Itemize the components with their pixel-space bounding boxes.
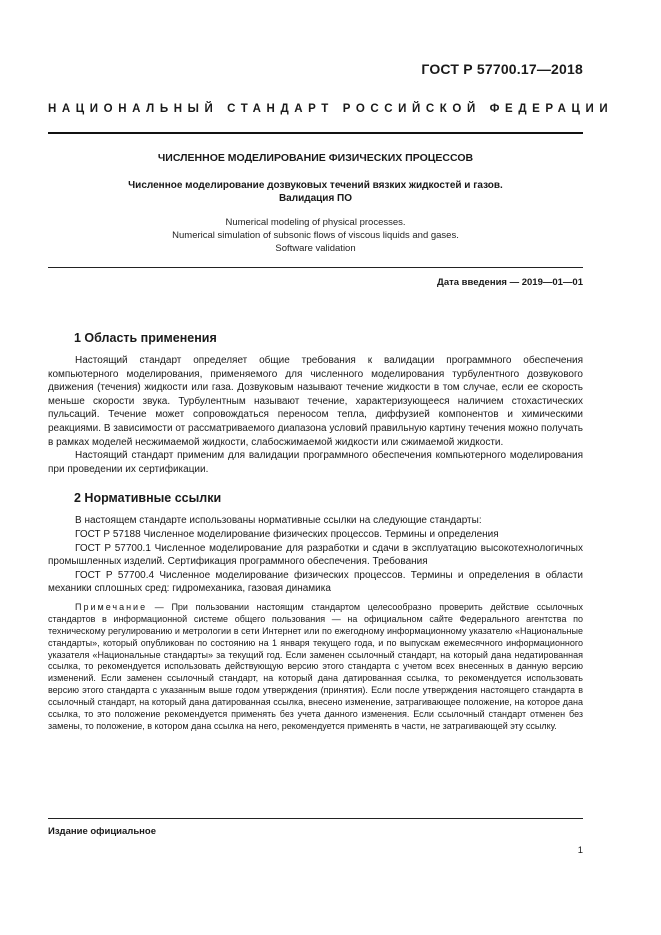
reference-item: ГОСТ Р 57700.1 Численное моделирование для разработки и сдачи в эксплуатацию высокотехнологичных промышленных изделий. Сертификация программного обеспечения. Требования <box>48 542 583 568</box>
section-1-paragraph-1: Настоящий стандарт определяет общие требования к валидации программного обеспечения компьютерного моделирования, применяемого для численного моделирования турбулентного дозвукового движения (течения) жидкости или газа. Дозвуковым называют течение жидкости в том случае, если ее скорость меньше скорости звука. Турбулентным называют течение, характеризующееся наличием стохастических пульсаций. Течение может сопровождаться переносом тепла, диффузией компонентов и химическими реакциями. В зависимости от рассматриваемого диапазона условий правильную картину течения можно получать в рамках моделей несжимаемой жидкости, слабосжимаемой жидкости или сжимаемой жидкости. <box>48 355 583 448</box>
standard-subtitle <box>48 179 583 205</box>
english-title-line-3: Software validation <box>275 243 356 254</box>
footer-divider <box>48 818 583 819</box>
english-title-line-1: Numerical modeling of physical processes. <box>225 217 406 228</box>
note-label: Примечание <box>75 601 148 612</box>
section-2-intro: В настоящем стандарте использованы нормативные ссылки на следующие стандарты: <box>75 515 482 527</box>
english-title <box>48 216 583 255</box>
document-number: ГОСТ Р 57700.17—2018 <box>421 61 583 77</box>
subtitle-line-1: Численное моделирование дозвуковых течений вязких жидкостей и газов. <box>128 180 503 191</box>
subtitle-line-2: Валидация ПО <box>278 193 353 204</box>
introduction-date: Дата введения — 2019—01—01 <box>437 277 583 288</box>
header-divider <box>48 132 583 134</box>
document-body <box>48 330 583 733</box>
note-text: — При пользовании настоящим стандартом целесообразно проверить действие ссылочных стандартов в информационной системе общего пользования — на официальном сайте Федерального агентства по техническому регулированию и метрологии в сети Интернет или по ежегодному информационному указателю «Национальные стандарты», который опубликован по состоянию на 1 января текущего года, и по выпускам ежемесячного информационного указателя «Национальные стандарты» за текущий год. Если заменен ссылочный стандарт, на который дана недатированная ссылка, то рекомендуется использовать действующую версию этого стандарта с учетом всех внесенных в данную версию изменений. Если заменен ссылочный стандарт, на который дана датированная ссылка, то рекомендуется использовать версию этого стандарта с указанным выше годом утверждения (принятия). Если после утверждения настоящего стандарта в ссылочный стандарт, на который дана датированная ссылка, внесено изменение, затрагивающее положение, на которое дана ссылка, то это положение рекомендуется применять без учета данного изменения. Если ссылочный стандарт отменен без замены, то положение, в котором дана ссылка на него, рекомендуется применять в части, не затрагивающей эту ссылку. <box>48 601 583 731</box>
reference-item: ГОСТ Р 57700.4 Численное моделирование физических процессов. Термины и определения в области механики сплошных сред: гидромеханика, газовая динамика <box>48 569 583 595</box>
title-divider <box>48 267 583 268</box>
section-1-heading: 1 Область применения <box>74 331 217 345</box>
section-2-heading: 2 Нормативные ссылки <box>74 491 222 506</box>
note-paragraph <box>48 602 583 733</box>
page-number: 1 <box>577 845 583 856</box>
reference-item: ГОСТ Р 57188 Численное моделирование физических процессов. Термины и определения <box>75 528 499 540</box>
standard-title: ЧИСЛЕННОЕ МОДЕЛИРОВАНИЕ ФИЗИЧЕСКИХ ПРОЦЕССОВ <box>157 152 474 164</box>
official-edition-label: Издание официальное <box>48 826 156 837</box>
section-gap <box>75 476 583 490</box>
section-1-paragraph-2: Настоящий стандарт применим для валидации программного обеспечения компьютерного моделирования при проведении их сертификации. <box>48 450 583 475</box>
english-title-line-2: Numerical simulation of subsonic flows of viscous liquids and gases. <box>172 230 459 241</box>
national-standard-banner: НАЦИОНАЛЬНЫЙ СТАНДАРТ РОССИЙСКОЙ ФЕДЕРАЦИИ <box>48 103 614 115</box>
